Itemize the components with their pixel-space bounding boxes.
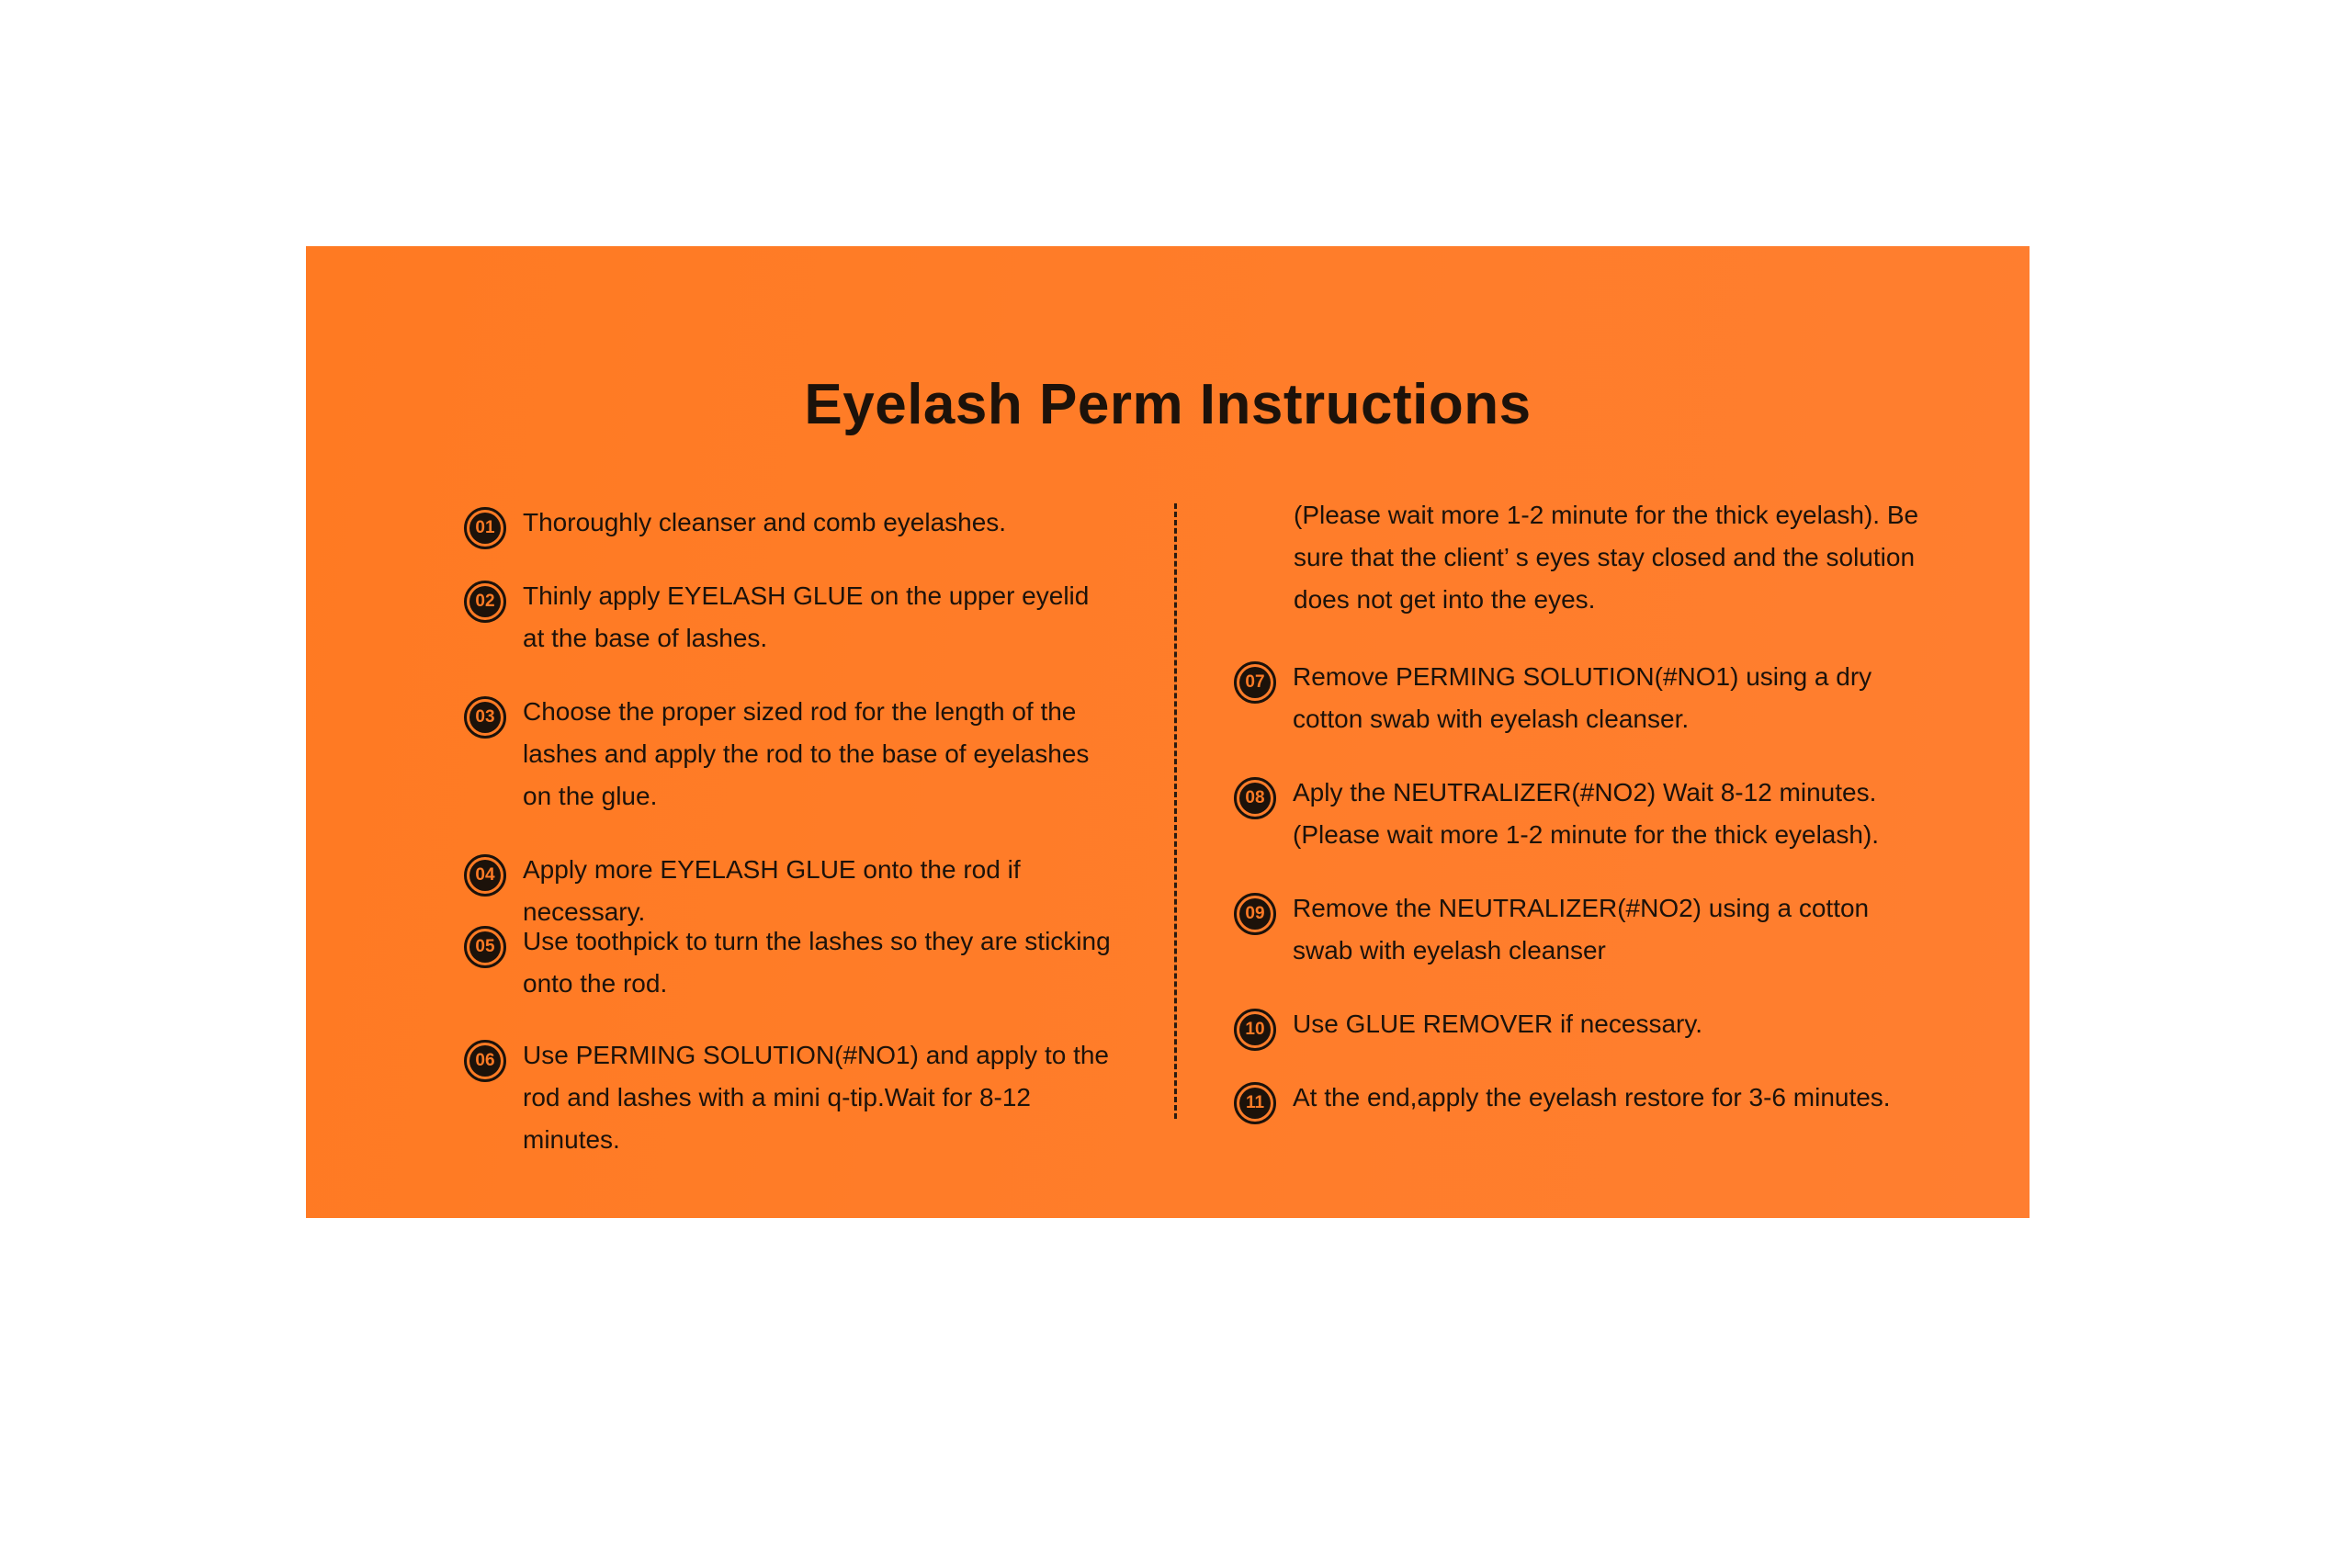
- step-text: Aply the NEUTRALIZER(#NO2) Wait 8-12 minutes. (Please wait more 1-2 minute for the thick eyelash).: [1293, 778, 1880, 849]
- step-07: [1234, 662, 1932, 740]
- step-number-badge: 04: [464, 854, 506, 897]
- step-text: Use toothpick to turn the lashes so they are sticking onto the rod.: [523, 927, 1111, 998]
- step-number-badge: 10: [1234, 1009, 1276, 1051]
- step-11: [1234, 1083, 1932, 1124]
- step-text: Thoroughly cleanser and comb eyelashes.: [523, 508, 1007, 536]
- step-text: Choose the proper sized rod for the length of the lashes and apply the rod to the base of eyelashes on the glue.: [523, 697, 1090, 810]
- step-text: Remove PERMING SOLUTION(#NO1) using a dry cotton swab with eyelash cleanser.: [1293, 662, 1872, 733]
- step-text: Use PERMING SOLUTION(#NO1) and apply to the rod and lashes with a mini q-tip.Wait for 8-12 minutes.: [523, 1041, 1109, 1154]
- step-number-badge: 01: [464, 507, 506, 549]
- page-title: Eyelash Perm Instructions: [804, 373, 1532, 436]
- step-08: [1234, 778, 1932, 856]
- step-text: Apply more EYELASH GLUE onto the rod if necessary.: [523, 855, 1021, 926]
- step-number-badge: 08: [1234, 777, 1276, 819]
- step-05: [464, 927, 1125, 1005]
- step-number-badge: 05: [464, 926, 506, 968]
- step-01: [464, 508, 1125, 549]
- step-text: Thinly apply EYELASH GLUE on the upper eyelid at the base of lashes.: [523, 581, 1090, 652]
- step-text: At the end,apply the eyelash restore for 3-6 minutes.: [1293, 1083, 1891, 1111]
- instruction-card: [306, 246, 2030, 1218]
- step-02: [464, 581, 1125, 660]
- step-06: [464, 1041, 1125, 1161]
- step-03: [464, 697, 1125, 818]
- step-number-badge: 11: [1234, 1082, 1276, 1124]
- step-text: Remove the NEUTRALIZER(#NO2) using a cotton swab with eyelash cleanser: [1293, 894, 1870, 964]
- step-text: Use GLUE REMOVER if necessary.: [1293, 1010, 1703, 1038]
- step-06-continuation: (Please wait more 1-2 minute for the thick eyelash). Be sure that the client’ s eyes stay closed and the solution does not get into the eyes.: [1294, 501, 1919, 614]
- step-number-badge: 07: [1234, 661, 1276, 704]
- step-number-badge: 09: [1234, 893, 1276, 935]
- step-number-badge: 02: [464, 581, 506, 623]
- dashed-divider: [1174, 503, 1177, 1119]
- step-10: [1234, 1010, 1932, 1051]
- step-number-badge: 06: [464, 1040, 506, 1082]
- step-number-badge: 03: [464, 696, 506, 739]
- step-09: [1234, 894, 1932, 972]
